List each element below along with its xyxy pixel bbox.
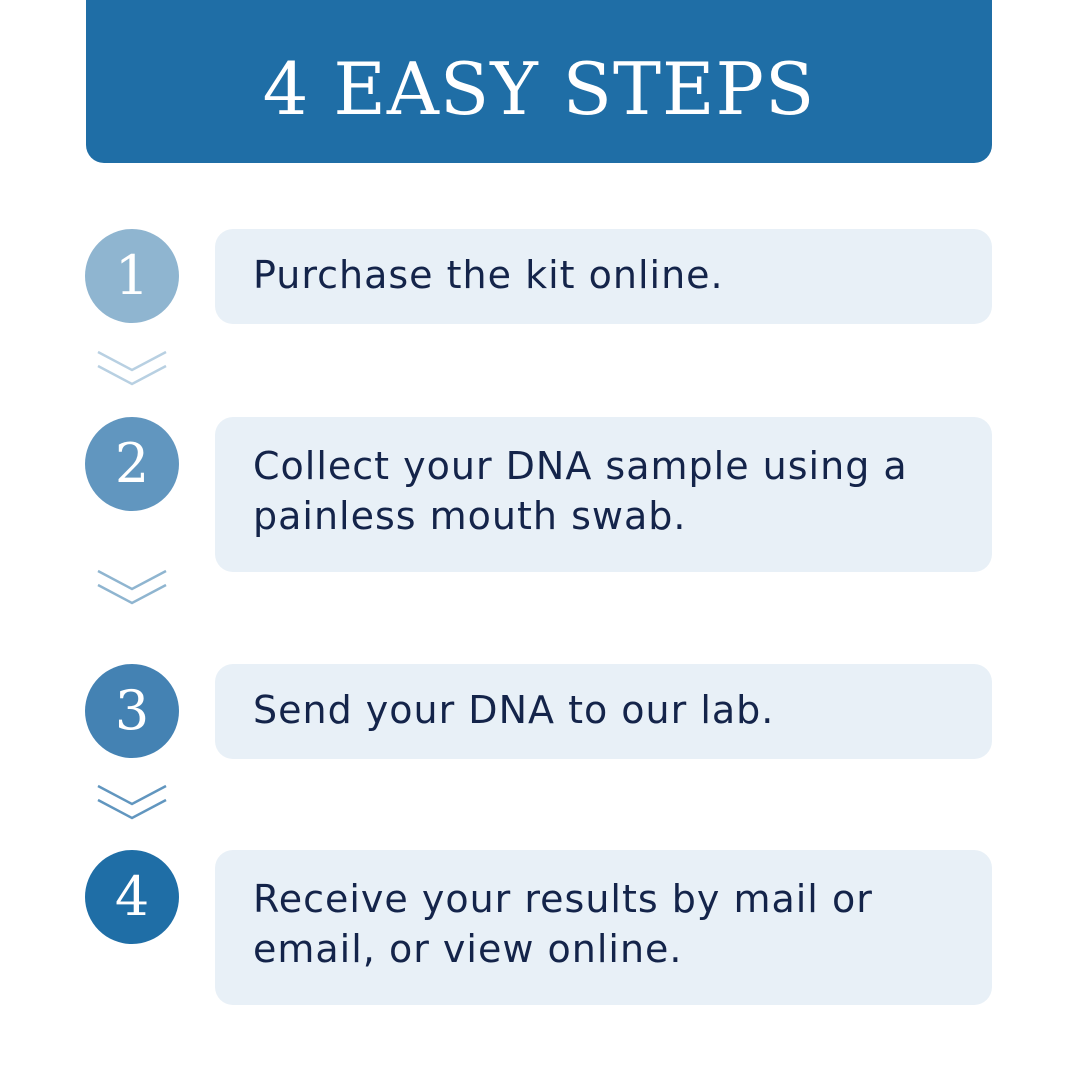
page-title: 4 EASY STEPS <box>262 47 816 131</box>
double-chevron-down-icon <box>96 350 168 390</box>
step-4-text: Receive your results by mail or email, or view online. <box>253 877 873 971</box>
step-4-number-badge: 4 <box>85 850 179 944</box>
step-3-number-badge: 3 <box>85 664 179 758</box>
step-2-number-badge: 2 <box>85 417 179 511</box>
double-chevron-down-icon <box>96 569 168 609</box>
step-1-number-badge: 1 <box>85 229 179 323</box>
step-4-box <box>215 850 992 1005</box>
double-chevron-down-icon <box>96 784 168 824</box>
step-3-text: Send your DNA to our lab. <box>253 688 775 732</box>
step-2-box <box>215 417 992 572</box>
step-3-box <box>215 664 992 759</box>
step-1-text: Purchase the kit online. <box>253 253 724 297</box>
header-banner <box>86 0 992 163</box>
step-1-box <box>215 229 992 324</box>
step-2-text: Collect your DNA sample using a painless mouth swab. <box>253 444 908 538</box>
